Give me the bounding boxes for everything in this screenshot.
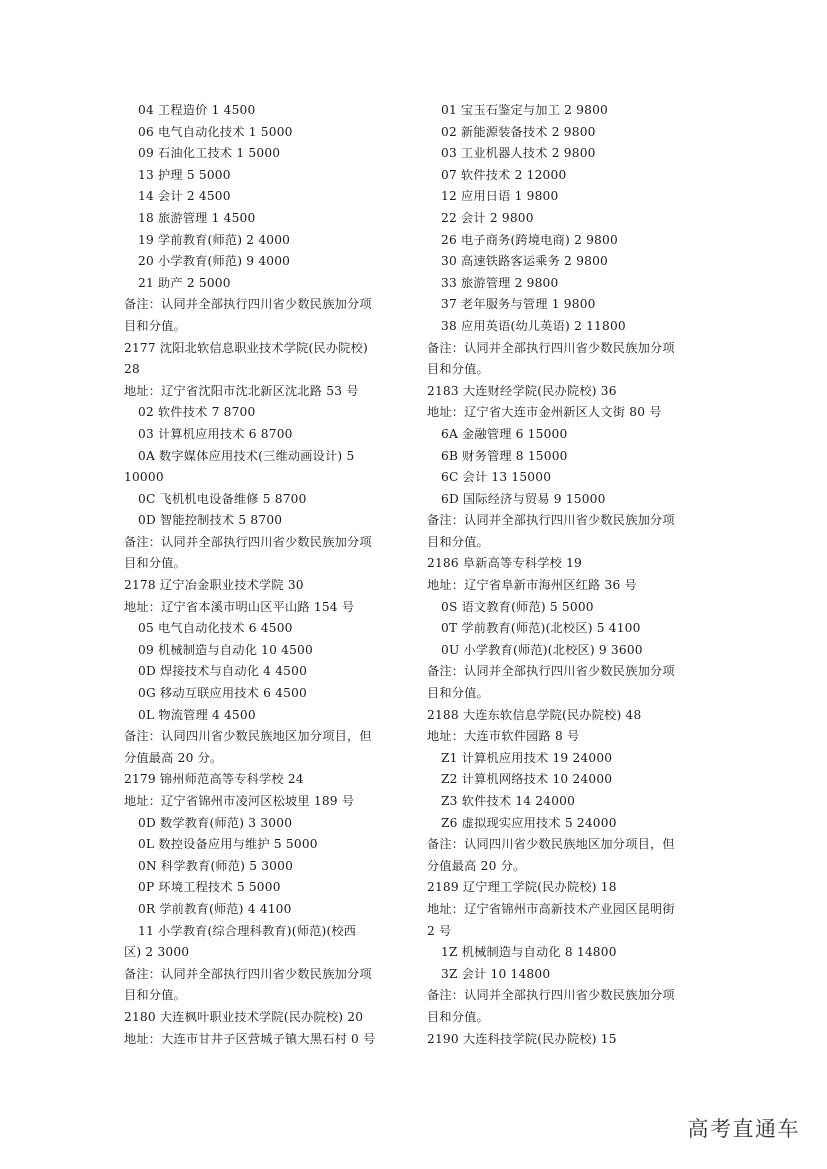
- text-line: 38 应用英语(幼儿英语) 2 11800: [441, 318, 626, 333]
- text-line: 30 高速铁路客运乘务 2 9800: [441, 254, 609, 269]
- text-line: 02 新能源装备技术 2 9800: [441, 124, 596, 139]
- text-line: 6A 金融管理 6 15000: [441, 426, 568, 441]
- text-line: 1Z 机械制造与自动化 8 14800: [441, 945, 617, 960]
- text-line: 分值最高 20 分。: [427, 858, 526, 873]
- text-line: 21 助产 2 5000: [138, 275, 231, 290]
- text-line: 地址：辽宁省本溪市明山区平山路 154 号: [124, 599, 355, 614]
- text-line: 0P 环境工程技术 5 5000: [138, 880, 281, 895]
- text-line: 03 工业机器人技术 2 9800: [441, 146, 596, 161]
- text-line: 04 工程造价 1 4500: [138, 103, 256, 117]
- text-line: 0T 学前教育(师范)(北校区) 5 4100: [441, 621, 641, 636]
- text-line: 备注：认同并全部执行四川省少数民族加分项: [427, 340, 675, 355]
- text-line: 地址：辽宁省大连市金州新区人文街 80 号: [427, 405, 662, 420]
- text-line: 0D 智能控制技术 5 8700: [138, 513, 283, 528]
- text-line: 10000: [124, 470, 164, 485]
- text-line: 2179 锦州师范高等专科学校 24: [124, 772, 304, 787]
- left-column: [124, 100, 408, 1050]
- text-line: 6B 财务管理 8 15000: [441, 448, 568, 463]
- text-line: 2183 大连财经学院(民办院校) 36: [427, 383, 617, 398]
- text-line: 备注：认同并全部执行四川省少数民族加分项: [427, 513, 675, 528]
- text-line: 分值最高 20 分。: [124, 750, 223, 765]
- text-line: 2186 阜新高等专科学校 19: [427, 556, 582, 571]
- text-line: 0L 物流管理 4 4500: [138, 707, 256, 722]
- text-line: 3Z 会计 10 14800: [441, 966, 551, 981]
- text-line: 备注：认同并全部执行四川省少数民族加分项: [124, 297, 372, 312]
- text-line: 18 旅游管理 1 4500: [138, 210, 256, 225]
- text-line: 目和分值。: [427, 362, 489, 377]
- text-line: 备注：认同并全部执行四川省少数民族加分项: [124, 534, 372, 549]
- text-line: 14 会计 2 4500: [138, 189, 231, 204]
- text-line: 地址：辽宁省沈阳市沈北新区沈北路 53 号: [124, 383, 359, 398]
- text-line: 0U 小学教育(师范)(北校区) 9 3600: [441, 642, 643, 657]
- text-line: 备注：认同并全部执行四川省少数民族加分项: [427, 988, 675, 1003]
- text-line: 28: [124, 362, 140, 377]
- text-line: 26 电子商务(跨境电商) 2 9800: [441, 232, 618, 247]
- text-line: Z6 虚拟现实应用技术 5 24000: [441, 815, 617, 830]
- text-line: 11 小学教育(综合理科教育)(师范)(校西: [138, 923, 357, 938]
- text-line: 2180 大连枫叶职业技术学院(民办院校) 20: [124, 1009, 364, 1024]
- text-line: 目和分值。: [124, 556, 186, 571]
- text-line: 目和分值。: [427, 1009, 489, 1024]
- text-line: 2177 沈阳北软信息职业技术学院(民办院校): [124, 340, 368, 355]
- text-line: 19 学前教育(师范) 2 4000: [138, 232, 291, 247]
- text-line: 区) 2 3000: [124, 945, 190, 960]
- text-line: 03 计算机应用技术 6 8700: [138, 426, 293, 441]
- text-line: 目和分值。: [124, 988, 186, 1003]
- text-line: 0N 科学教育(师范) 5 3000: [138, 858, 294, 873]
- text-line: 地址：辽宁省锦州市高新技术产业园区昆明街: [427, 901, 675, 916]
- text-line: 12 应用日语 1 9800: [441, 189, 559, 204]
- text-line: 地址：大连市软件园路 8 号: [427, 729, 580, 744]
- text-line: 0L 数控设备应用与维护 5 5000: [138, 837, 318, 852]
- right-column: [427, 100, 707, 1050]
- text-line: Z2 计算机网络技术 10 24000: [441, 772, 613, 787]
- text-line: 09 石油化工技术 1 5000: [138, 146, 281, 161]
- text-line: 22 会计 2 9800: [441, 210, 534, 225]
- text-line: 0G 移动互联应用技术 6 4500: [138, 686, 307, 701]
- watermark-text: 高考直通车: [687, 1117, 800, 1141]
- text-line: Z3 软件技术 14 24000: [441, 794, 576, 808]
- text-line: 地址：辽宁省阜新市海州区红路 36 号: [427, 578, 637, 593]
- text-line: 目和分值。: [124, 318, 186, 333]
- text-line: 05 电气自动化技术 6 4500: [138, 621, 293, 636]
- text-line: 目和分值。: [427, 534, 489, 549]
- text-line: 07 软件技术 2 12000: [441, 167, 567, 182]
- text-line: 备注：认同并全部执行四川省少数民族加分项: [427, 664, 675, 679]
- text-line: 06 电气自动化技术 1 5000: [138, 124, 293, 139]
- text-line: 2189 辽宁理工学院(民办院校) 18: [427, 880, 617, 895]
- text-line: 6C 会计 13 15000: [441, 470, 552, 485]
- text-line: 地址：大连市甘井子区营城子镇大黑石村 0 号: [124, 1031, 376, 1046]
- text-line: 37 老年服务与管理 1 9800: [441, 297, 596, 312]
- text-line: 备注：认同四川省少数民族地区加分项目，但: [124, 729, 372, 744]
- text-line: 0D 数学教育(师范) 3 3000: [138, 815, 293, 830]
- text-line: 备注：认同四川省少数民族地区加分项目，但: [427, 837, 675, 852]
- text-line: 20 小学教育(师范) 9 4000: [138, 254, 291, 269]
- text-line: 13 护理 5 5000: [138, 167, 231, 182]
- text-line: 2 号: [427, 923, 452, 938]
- text-line: 0S 语文教育(师范) 5 5000: [441, 599, 594, 614]
- text-line: 09 机械制造与自动化 10 4500: [138, 642, 313, 657]
- text-line: 2178 辽宁冶金职业技术学院 30: [124, 578, 304, 593]
- text-line: 0C 飞机机电设备维修 5 8700: [138, 491, 307, 506]
- text-line: 目和分值。: [427, 686, 489, 701]
- text-line: 2190 大连科技学院(民办院校) 15: [427, 1031, 617, 1046]
- text-line: 0R 学前教育(师范) 4 4100: [138, 901, 292, 916]
- text-line: Z1 计算机应用技术 19 24000: [441, 750, 613, 765]
- text-line: 02 软件技术 7 8700: [138, 405, 256, 420]
- text-line: 备注：认同并全部执行四川省少数民族加分项: [124, 966, 372, 981]
- text-line: 0A 数字媒体应用技术(三维动画设计) 5: [138, 448, 355, 463]
- text-line: 地址：辽宁省锦州市凌河区松坡里 189 号: [124, 794, 355, 808]
- text-line: 33 旅游管理 2 9800: [441, 275, 559, 290]
- text-line: 6D 国际经济与贸易 9 15000: [441, 491, 606, 506]
- text-line: 0D 焊接技术与自动化 4 4500: [138, 664, 308, 679]
- text-line: 01 宝玉石鉴定与加工 2 9800: [441, 103, 609, 117]
- text-line: 2188 大连东软信息学院(民办院校) 48: [427, 707, 642, 722]
